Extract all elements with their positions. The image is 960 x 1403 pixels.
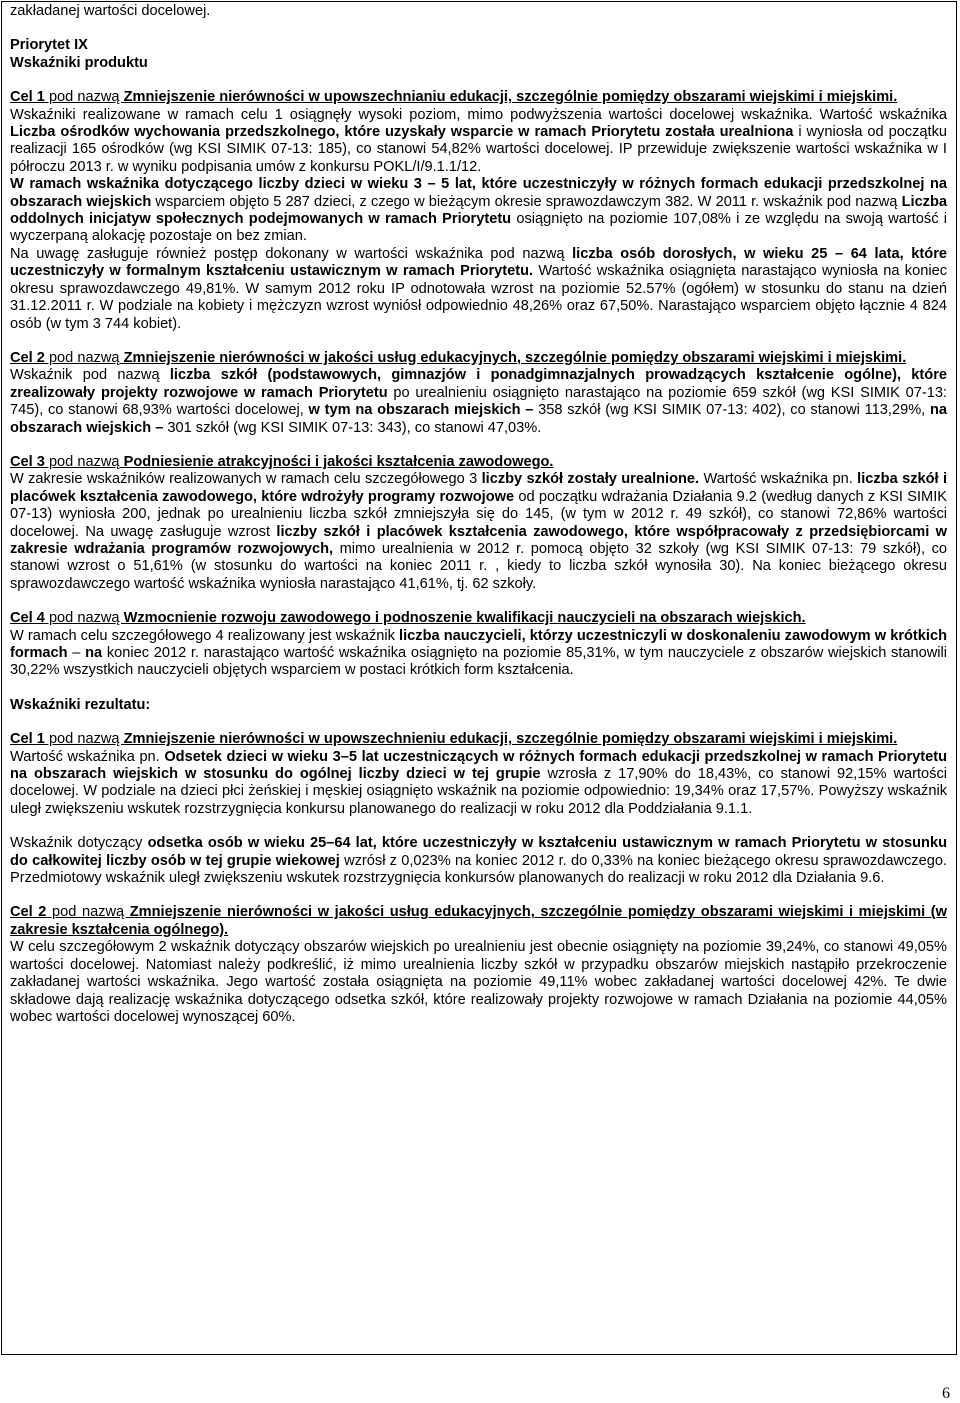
text-run: Odsetek dzieci w wieku 3–5 lat uczestniczących w różnych formach edukacji przedszkolnej w ramach Priorytetu na obszarach wiejskich w stosunku do ogólnej liczby dzieci w tej grupie — [10, 748, 947, 783]
paragraph — [10, 55, 947, 72]
text-run: W celu szczegółowym 2 wskaźnik dotyczący obszarów wiejskich po urealnieniu jest obecnie osiągnięty na poziomie 39,24%, co stanowi 49,05% wartości docelowej. Natomiast należy podkreślić, iż mimo urealnienia liczby szkół w przypadku obszarów miejskich nastąpiło przekroczenie zakładanej wartości wskaźnika. Jego wartość została osiągnięta na poziomie 49,11% wobec zakładanej wartości docelowej 42%. Te dwie składowe dają realizację wskaźnika dotyczącego odsetka szkół, które realizowały projekty rozwojowe w ramach Działania na poziomie 44,05% wobec wartości docelowej wynoszącej 60%. — [10, 939, 947, 1025]
text-run: Wskaźniki rezultatu: — [10, 696, 151, 713]
text-run: Wartość wskaźnika osiągnięta narastająco wyniosła na koniec okresu sprawozdawczego 49,81%. W samym 2012 roku IP odnotowała wzrost na poziomie 52.57% (ogółem) w stosunku do stanu na dzień 31.12.2011 r. W podziale na kobiety i mężczyzn wzrost wyniósł odpowiednio 48,26% oraz 67,50%. Narastająco wsparciem objęto łącznie 4 824 osób (w tym 3 744 kobiet). — [10, 263, 947, 332]
text-run: Zmniejszenie nierówności w upowszechnieniu edukacji, szczególnie pomiędzy obszarami wiejskimi i miejskimi. — [123, 731, 898, 748]
text-run: mimo urealnienia w 2012 r. pomocą objęto 32 szkoły (wg KSI SIMIK 07-13: 79 szkół), co stanowi wzrost o 51,61% (w stosunku do wartości na koniec 2011 r. , kiedy to liczba szkół wynosiła 30). Na koniec bieżącego okresu sprawozdawczego wartość wskaźnika wyniosła narastająco 41,61%, tj. 62 szkoły. — [10, 540, 947, 592]
paragraph — [10, 471, 947, 593]
paragraph — [10, 731, 947, 748]
text-run: Wskaźnik dotyczący — [10, 835, 148, 852]
text-run: Cel 3 — [10, 453, 45, 470]
text-run: w tym na obszarach miejskich – — [308, 402, 539, 419]
text-run: liczba osób dorosłych, w wieku 25 – 64 lata, które uczestniczyły w formalnym kształceniu ustawicznym w ramach Priorytetu. — [10, 245, 947, 280]
text-run: osiągnięto na poziomie 107,08% i ze względu na swoją wartość i wyczerpaną alokację pozostaje on bez zmian. — [10, 211, 947, 245]
text-run: od początku wdrażania Działania 9.2 (według danych z KSI SIMIK 07-13) wyniosła 200, jednak po urealnieniu liczba szkół zmniejszyła się do 145, (w tym w 2012 r. 49 szkół), co stanowi 72,86% wartości docelowej. Na uwagę zasługuje wzrost — [10, 488, 947, 540]
text-run: i wyniosła od początku realizacji 165 ośrodków (wg KSI SIMIK 07-13: 185), co stanowi 54,82% wartości docelowej. IP przewiduje zwiększenie wartości wskaźnika w I półroczu 2013 r. w wyniku podpisania umów z konkursu POKL/I/9.1.1/12. — [10, 124, 947, 175]
text-run: 301 szkół (wg KSI SIMIK 07-13: 343), co stanowi 47,03%. — [167, 419, 542, 436]
paragraph — [10, 367, 947, 437]
text-run: wzrosła z 17,90% do 18,43%, co stanowi 92,15% wartości docelowej. W podziale na dzieci płci żeńskiej i męskiej osiągnięto wskaźnik na poziomie odpowiednio: 19,34% oraz 17,57%. Powyższy wskaźnik uległ zwiększeniu wskutek rozstrzygnięcia konkursu planowanego do realizacji w roku 2012 dla Poddziałania 9.1.1. — [10, 766, 947, 817]
text-run: koniec 2012 r. narastająco wartość wskaźnika osiągnięto na poziomie 85,31%, w tym nauczyciele z obszarów wiejskich stanowili 30,22% wszystkich nauczycieli objętych wsparciem w postaci krótkich form kształcenia. — [10, 645, 947, 679]
paragraph-gap — [10, 714, 947, 731]
paragraph — [10, 904, 947, 939]
text-run: liczba szkół i placówek kształcenia zawodowego, które wdrożyły programy rozwojowe — [10, 471, 947, 505]
text-run: zakładanej wartości docelowej. — [10, 3, 211, 19]
text-run: liczba nauczycieli, którzy uczestniczyli w doskonaleniu zawodowym w krótkich formach — [10, 627, 947, 661]
paragraph — [10, 176, 947, 246]
text-run: Na uwagę zasługuje również postęp dokonany w wartości wskaźnika pod nazwą — [10, 245, 573, 262]
paragraph-gap — [10, 593, 947, 610]
paragraph-gap — [10, 437, 947, 454]
text-run: wsparciem objęto 5 287 dzieci, z czego w bieżącym okresie sprawozdawczym 382. W 2011 r. wskaźnik pod nazwą — [151, 193, 902, 210]
paragraph-gap — [10, 887, 947, 904]
text-run: Zmniejszenie nierówności w upowszechnianiu edukacji, szczególnie pomiędzy obszarami wiejskimi i miejskimi. — [123, 89, 898, 106]
paragraph-gap — [10, 20, 947, 37]
text-run: W zakresie wskaźników realizowanych w ramach celu szczegółowego 3 — [10, 471, 482, 488]
text-run: Cel 2 — [10, 904, 47, 921]
text-run: W ramach wskaźnika dotyczącego liczby dzieci w wieku 3 – 5 lat, które uczestniczyły w różnych formach edukacji przedszkolnej na obszarach wiejskich — [10, 176, 947, 210]
text-run: odsetka osób w wieku 25–64 lat, które uczestniczyły w kształceniu ustawicznym w ramach Priorytetu w stosunku do całkowitej liczby osób w tej grupie wiekowej — [10, 835, 948, 869]
text-run: pod nazwą — [44, 453, 124, 470]
text-run: liczby szkół zostały urealnione. — [481, 471, 700, 488]
text-run: pod nazwą — [46, 904, 130, 921]
text-run: Wzmocnienie rozwoju zawodowego i podnoszenie kwalifikacji nauczycieli na obszarach wiejskich. — [123, 610, 806, 627]
text-run: liczba szkół (podstawowych, gimnazjów i ponadgimnazjalnych prowadzących kształcenie ogólne), które zrealizowały projekty rozwojowe w ramach Priorytetu — [10, 367, 947, 401]
text-run: liczby szkół i placówek kształcenia zawodowego, które współpracowały z przedsiębiorcami w zakresie wdrażania programów rozwojowych, — [10, 523, 947, 557]
paragraph — [10, 3, 947, 20]
paragraph — [10, 939, 947, 1026]
paragraph-gap — [10, 680, 947, 697]
text-run: Zmniejszenie nierówności w jakości usług edukacyjnych, szczególnie pomiędzy obszarami wiejskimi i miejskimi. — [123, 349, 907, 366]
text-run: pod nazwą — [44, 610, 124, 627]
text-run: Liczba oddolnych inicjatyw społecznych podejmowanych w ramach Priorytetu — [10, 193, 948, 228]
paragraph — [10, 454, 947, 471]
text-run: Wskaźniki produktu — [10, 54, 148, 71]
text-run: Wskaźniki realizowane w ramach celu 1 osiągnęły wysoki poziom, mimo podwyższenia wartości docelowej wskaźnika. Wartość wskaźnika — [10, 106, 947, 123]
paragraph-gap — [10, 818, 947, 835]
paragraph — [10, 89, 947, 106]
paragraph-gap — [10, 333, 947, 350]
text-run: – — [67, 645, 86, 661]
paragraph — [10, 107, 947, 177]
page-number: 6 — [942, 1385, 950, 1402]
text-run: Cel 1 — [10, 89, 45, 106]
paragraph — [10, 246, 947, 333]
paragraph — [10, 835, 947, 887]
text-run: W ramach celu szczegółowego 4 realizowany jest wskaźnik — [10, 627, 400, 644]
text-run: Priorytet IX — [10, 37, 88, 54]
text-run: pod nazwą — [44, 89, 124, 106]
text-run: pod nazwą — [44, 349, 124, 366]
paragraph — [10, 610, 947, 627]
text-run: Wartość wskaźnika pn. — [10, 748, 165, 765]
text-run: Zmniejszenie nierówności w jakości usług edukacyjnych, szczególnie pomiędzy obszarami wiejskimi i miejskimi (w zakresie kształcenia ogólnego). — [10, 904, 947, 938]
paragraph — [10, 697, 947, 714]
text-run: Liczba ośrodków wychowania przedszkolnego, które uzyskały wsparcie w ramach Priorytetu została urealniona — [10, 124, 794, 141]
text-run: po urealnieniu osiągnięto narastająco na poziomie 659 szkół (wg KSI SIMIK 07-13: 745), co stanowi 68,93% wartości docelowej, — [10, 384, 947, 419]
paragraph — [10, 749, 947, 819]
text-run: Cel 4 — [10, 610, 45, 627]
text-run: pod nazwą — [44, 731, 124, 748]
text-run: Wartość wskaźnika pn. — [699, 471, 858, 488]
text-run: Cel 2 — [10, 349, 45, 366]
text-run: 358 szkół (wg KSI SIMIK 07-13: 402), co stanowi 113,29%, — [538, 402, 930, 419]
text-run: wzrósł z 0,023% na koniec 2012 r. do 0,33% na koniec bieżącego okresu sprawozdawczego. Przedmiotowy wskaźnik uległ zwiększeniu wskutek rozstrzygnięcia konkursów planowanych do realizacji w roku 2012 dla Działania 9.6. — [10, 852, 947, 887]
paragraph-gap — [10, 72, 947, 89]
text-run: Cel 1 — [10, 731, 45, 748]
text-run: na — [85, 645, 103, 661]
text-run: Podniesienie atrakcyjności i jakości kształcenia zawodowego. — [123, 453, 554, 470]
text-run: Wskaźnik pod nazwą — [10, 367, 170, 384]
paragraph — [10, 350, 947, 367]
paragraph — [10, 628, 947, 680]
text-run: na obszarach wiejskich – — [10, 402, 947, 436]
paragraph — [10, 37, 947, 54]
document-body — [10, 3, 947, 1026]
